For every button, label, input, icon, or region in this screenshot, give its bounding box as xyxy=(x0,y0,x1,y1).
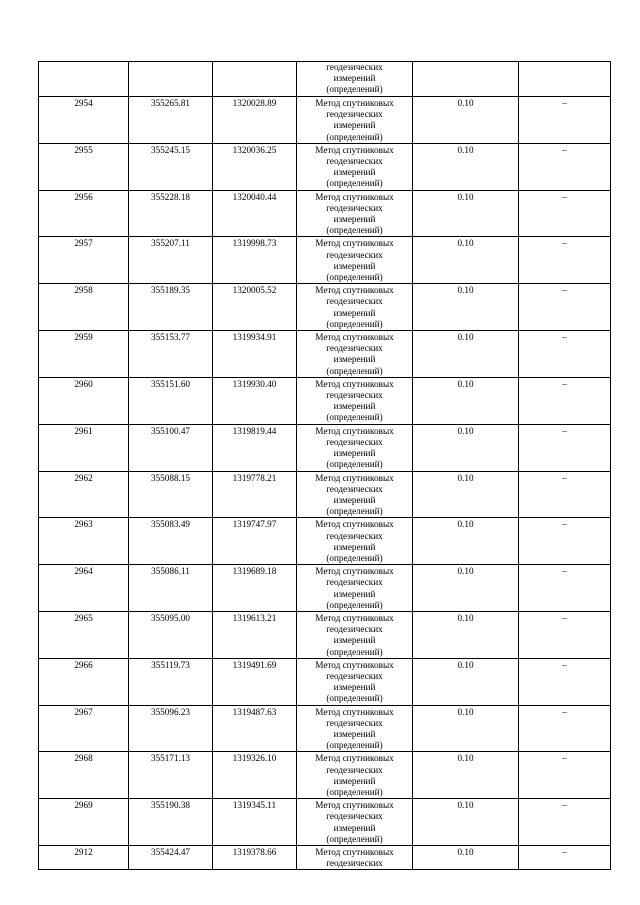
cell-x: 355189.35 xyxy=(129,284,213,331)
cell-y: 1319747.97 xyxy=(213,518,297,565)
cell-x: 355096.23 xyxy=(129,705,213,752)
cell-y: 1320028.89 xyxy=(213,97,297,144)
cell-accuracy: 0.10 xyxy=(413,331,519,378)
cell-method: Метод спутниковых геодезических измерений (определений) xyxy=(297,658,413,705)
cell-number: 2957 xyxy=(39,237,129,284)
cell-method: Метод спутниковых геодезических измерений (определений) xyxy=(297,97,413,144)
cell-number: 2958 xyxy=(39,284,129,331)
cell-x: 355100.47 xyxy=(129,424,213,471)
cell-x: 355151.60 xyxy=(129,377,213,424)
cell-y: 1319613.21 xyxy=(213,611,297,658)
table-row xyxy=(39,705,611,752)
cell-number: 2964 xyxy=(39,565,129,612)
cell-x: 355083.49 xyxy=(129,518,213,565)
cell-x: 355095.00 xyxy=(129,611,213,658)
cell-accuracy: 0.10 xyxy=(413,284,519,331)
cell-accuracy: 0.10 xyxy=(413,143,519,190)
cell-number: 2956 xyxy=(39,190,129,237)
cell-accuracy: 0.10 xyxy=(413,518,519,565)
cell-number: 2968 xyxy=(39,752,129,799)
cell-number: 2960 xyxy=(39,377,129,424)
cell-x: 355119.73 xyxy=(129,658,213,705)
cell-accuracy: 0.10 xyxy=(413,237,519,284)
cell-note: – xyxy=(519,611,611,658)
cell-note: – xyxy=(519,237,611,284)
cell-accuracy: 0.10 xyxy=(413,190,519,237)
cell-number xyxy=(39,62,129,97)
cell-note: – xyxy=(519,143,611,190)
cell-x: 355088.15 xyxy=(129,471,213,518)
cell-accuracy: 0.10 xyxy=(413,377,519,424)
table-row xyxy=(39,799,611,846)
cell-note: – xyxy=(519,846,611,870)
cell-y: 1319491.69 xyxy=(213,658,297,705)
cell-x: 355424.47 xyxy=(129,846,213,870)
table-row xyxy=(39,752,611,799)
cell-number: 2961 xyxy=(39,424,129,471)
table-row xyxy=(39,284,611,331)
cell-note: – xyxy=(519,424,611,471)
cell-method: Метод спутниковых геодезических измерений (определений) xyxy=(297,424,413,471)
cell-method: Метод спутниковых геодезических измерений (определений) xyxy=(297,518,413,565)
cell-y: 1319345.11 xyxy=(213,799,297,846)
table-row xyxy=(39,143,611,190)
cell-accuracy: 0.10 xyxy=(413,565,519,612)
cell-method: Метод спутниковых геодезических измерений (определений) xyxy=(297,799,413,846)
table-row xyxy=(39,518,611,565)
cell-x: 355245.15 xyxy=(129,143,213,190)
cell-accuracy: 0.10 xyxy=(413,424,519,471)
table-row xyxy=(39,565,611,612)
cell-note: – xyxy=(519,97,611,144)
cell-note: – xyxy=(519,752,611,799)
cell-method: Метод спутниковых геодезических измерений (определений) xyxy=(297,377,413,424)
cell-note: – xyxy=(519,565,611,612)
cell-number: 2954 xyxy=(39,97,129,144)
cell-y xyxy=(213,62,297,97)
cell-method: Метод спутниковых геодезических измерений (определений) xyxy=(297,331,413,378)
cell-accuracy: 0.10 xyxy=(413,471,519,518)
cell-method: Метод спутниковых геодезических xyxy=(297,846,413,870)
cell-y: 1319819.44 xyxy=(213,424,297,471)
cell-accuracy: 0.10 xyxy=(413,658,519,705)
cell-note: – xyxy=(519,518,611,565)
cell-y: 1319998.73 xyxy=(213,237,297,284)
cell-note xyxy=(519,62,611,97)
cell-accuracy: 0.10 xyxy=(413,799,519,846)
cell-number: 2969 xyxy=(39,799,129,846)
cell-method: Метод спутниковых геодезических измерений (определений) xyxy=(297,190,413,237)
cell-y: 1319689.18 xyxy=(213,565,297,612)
cell-note: – xyxy=(519,190,611,237)
cell-x: 355171.13 xyxy=(129,752,213,799)
cell-y: 1319934.91 xyxy=(213,331,297,378)
cell-method: Метод спутниковых геодезических измерений (определений) xyxy=(297,284,413,331)
cell-y: 1319930.40 xyxy=(213,377,297,424)
cell-y: 1319326.10 xyxy=(213,752,297,799)
cell-method: Метод спутниковых геодезических измерений (определений) xyxy=(297,611,413,658)
cell-x: 355228.18 xyxy=(129,190,213,237)
cell-note: – xyxy=(519,471,611,518)
cell-note: – xyxy=(519,377,611,424)
cell-number: 2967 xyxy=(39,705,129,752)
table-row xyxy=(39,237,611,284)
table-row xyxy=(39,97,611,144)
cell-x: 355265.81 xyxy=(129,97,213,144)
cell-accuracy: 0.10 xyxy=(413,752,519,799)
cell-number: 2963 xyxy=(39,518,129,565)
cell-accuracy xyxy=(413,62,519,97)
cell-x: 355207.11 xyxy=(129,237,213,284)
cell-note: – xyxy=(519,799,611,846)
cell-method: Метод спутниковых геодезических измерений (определений) xyxy=(297,471,413,518)
cell-x: 355086.11 xyxy=(129,565,213,612)
table-row xyxy=(39,331,611,378)
cell-method: геодезических измерений (определений) xyxy=(297,62,413,97)
cell-method: Метод спутниковых геодезических измерений (определений) xyxy=(297,752,413,799)
table-row-continued xyxy=(39,62,611,97)
cell-y: 1320040.44 xyxy=(213,190,297,237)
cell-method: Метод спутниковых геодезических измерений (определений) xyxy=(297,237,413,284)
cell-method: Метод спутниковых геодезических измерений (определений) xyxy=(297,565,413,612)
cell-number: 2959 xyxy=(39,331,129,378)
table-row xyxy=(39,471,611,518)
cell-number: 2912 xyxy=(39,846,129,870)
cell-number: 2955 xyxy=(39,143,129,190)
cell-accuracy: 0.10 xyxy=(413,846,519,870)
table-row xyxy=(39,377,611,424)
cell-number: 2962 xyxy=(39,471,129,518)
table-row xyxy=(39,658,611,705)
coordinates-table xyxy=(38,61,611,870)
cell-number: 2966 xyxy=(39,658,129,705)
cell-note: – xyxy=(519,331,611,378)
table-body xyxy=(39,62,611,870)
cell-y: 1320005.52 xyxy=(213,284,297,331)
cell-x: 355190.38 xyxy=(129,799,213,846)
table-row xyxy=(39,190,611,237)
cell-y: 1319378.66 xyxy=(213,846,297,870)
table-row xyxy=(39,611,611,658)
cell-note: – xyxy=(519,658,611,705)
cell-method: Метод спутниковых геодезических измерений (определений) xyxy=(297,705,413,752)
cell-number: 2965 xyxy=(39,611,129,658)
table-row xyxy=(39,846,611,870)
cell-method: Метод спутниковых геодезических измерений (определений) xyxy=(297,143,413,190)
cell-note: – xyxy=(519,284,611,331)
cell-y: 1320036.25 xyxy=(213,143,297,190)
cell-note: – xyxy=(519,705,611,752)
cell-y: 1319778.21 xyxy=(213,471,297,518)
cell-x xyxy=(129,62,213,97)
cell-accuracy: 0.10 xyxy=(413,97,519,144)
cell-x: 355153.77 xyxy=(129,331,213,378)
cell-y: 1319487.63 xyxy=(213,705,297,752)
table-row xyxy=(39,424,611,471)
cell-accuracy: 0.10 xyxy=(413,611,519,658)
cell-accuracy: 0.10 xyxy=(413,705,519,752)
